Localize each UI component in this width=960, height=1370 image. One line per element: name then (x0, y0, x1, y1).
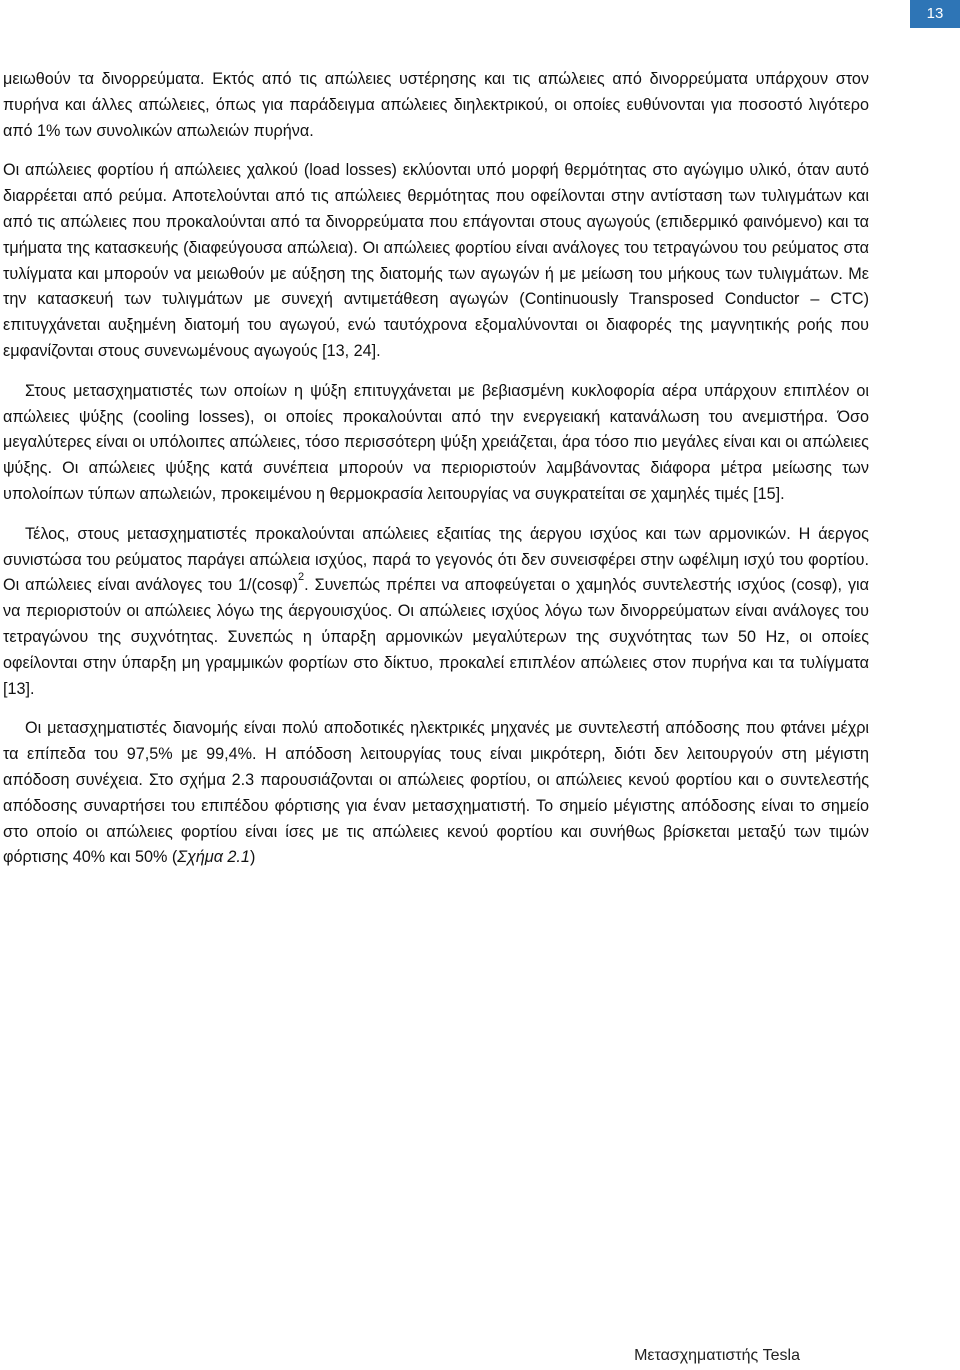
footer-title: Μετασχηματιστής Tesla (634, 1347, 800, 1364)
paragraph-4-text-b: . Συνεπώς πρέπει να αποφεύγεται ο χαμηλός συντελεστής ισχύος (cosφ), για να περιοριστούν οι απώλειες λόγω της άεργουισχύος. Οι απώλειες ισχύος λόγω των δινορρεύματων είναι ανάλογες του τετραγώνου της συχνότητας. Συνεπώς η ύπαρξη αρμονικών μεγαλύτερων της συχνότητας των 50 Hz, οι οποίες οφείλονται στην ύπαρξη μη γραμμικών φορτίων στο δίκτυο, προκαλεί επιπλέον απώλειες στον πυρήνα και τα τυλίγματα [13]. (3, 576, 869, 698)
document-body (3, 67, 869, 871)
paragraph-2: Οι απώλειες φορτίου ή απώλειες χαλκού (load losses) εκλύονται υπό μορφή θερμότητας στο αγώγιμο υλικό, όταν αυτό διαρρέεται από ρεύμα. Αποτελούνται από τις απώλειες θερμότητας που οφείλονται στην αντίσταση των τυλιγμάτων και από τις απώλειες που προκαλούνται από τα δινορρεύματα που επάγονται στους αγωγούς (επιδερμικό φαινόμενο) και τα τμήματα της κατασκευής (διαφεύγουσα απώλεια). Οι απώλειες φορτίου είναι ανάλογες του τετραγώνου του ρεύματος στα τυλίγματα και μπορούν να μειωθούν με αύξηση της διατομής των αγωγών ή με μείωση του μήκους των τυλιγμάτων. Με την κατασκευή των τυλιγμάτων με συνεχή αντιμετάθεση αγωγών (Continuously Transposed Conductor – CTC) επιτυγχάνεται αυξημένη διατομή του αγωγού, ενώ ταυτόχρονα εξομαλύνονται οι διαφορές της μαγνητικής ροής που εμφανίζονται στους συνενωμένους αγωγούς [13, 24]. (3, 161, 869, 360)
paragraph-1: μειωθούν τα δινορρεύματα. Εκτός από τις απώλειες υστέρησης και τις απώλειες από δινορρεύματα υπάρχουν στον πυρήνα και άλλες απώλειες, όπως για παράδειγμα απώλειες διηλεκτρικού, οι οποίες ευθύνονται για ποσοστό λιγότερο από 1% των συνολικών απωλειών πυρήνα. (3, 70, 869, 140)
paragraph-5-text-a: Οι μετασχηματιστές διανομής είναι πολύ αποδοτικές ηλεκτρικές μηχανές με συντελεστή απόδοσης που φτάνει μέχρι τα επίπεδα του 97,5% με 99,4%. Η απόδοση λειτουργίας τους είναι μικρότερη, διότι δεν λειτουργούν στη μέγιστη απόδοση συνέχεια. Στο σχήμα 2.3 παρουσιάζονται οι απώλειες φορτίου, οι απώλειες κενού φορτίου και ο συντελεστής απόδοσης συναρτήσει του επιπέδου φόρτισης για έναν μετασχηματιστή. Το σημείο μέγιστης απόδοσης είναι το σημείο στο οποίο οι απώλειες φορτίου είναι ίσες με τις απώλειες κενού φορτίου και συνήθως βρίσκεται μεταξύ των τιμών φόρτισης 40% και 50% ( (3, 719, 869, 867)
page-number-badge: 13 (910, 0, 960, 28)
paragraph-5-text-b: ) (249, 848, 256, 867)
paragraph-4 (3, 522, 869, 703)
paragraph-4-text-a: Τέλος, στους μετασχηματιστές προκαλούνται απώλειες εξαιτίας της άεργου ισχύος και των αρμονικών. Η άεργος συνιστώσα του ρεύματος παράγει απώλεια ισχύος, παρά το γεγονός ότι δεν συνεισφέρει στην ωφέλιμη ισχύ του φορτίου. Οι απώλειες είναι ανάλογες του 1/(cosφ) (3, 524, 869, 595)
figure-reference: Σχήμα 2.1 (177, 848, 250, 867)
superscript-2: 2 (298, 570, 305, 583)
paragraph-3: Στους μετασχηματιστές των οποίων η ψύξη επιτυγχάνεται με βεβιασμένη κυκλοφορία αέρα υπάρχουν επιπλέον οι απώλειες ψύξης (cooling losses), οι οποίες προκαλούνται από την ενεργειακή κατανάλωση του ανεμιστήρα. Όσο μεγαλύτερες είναι οι υπόλοιπες απώλειες, τόσο περισσότερη ψύξη χρειάζεται, άρα τόσο πιο μεγάλες είναι και οι απώλειες ψύξης. Οι απώλειες ψύξης κατά συνέπεια μπορούν να περιοριστούν λαμβάνοντας διάφορα μέτρα μείωσης των υπολοίπων τύπων απωλειών, προκειμένου η θερμοκρασία λειτουργίας να συγκρατείται σε χαμηλές τιμές [15]. (3, 381, 869, 503)
paragraph-5 (3, 716, 869, 871)
